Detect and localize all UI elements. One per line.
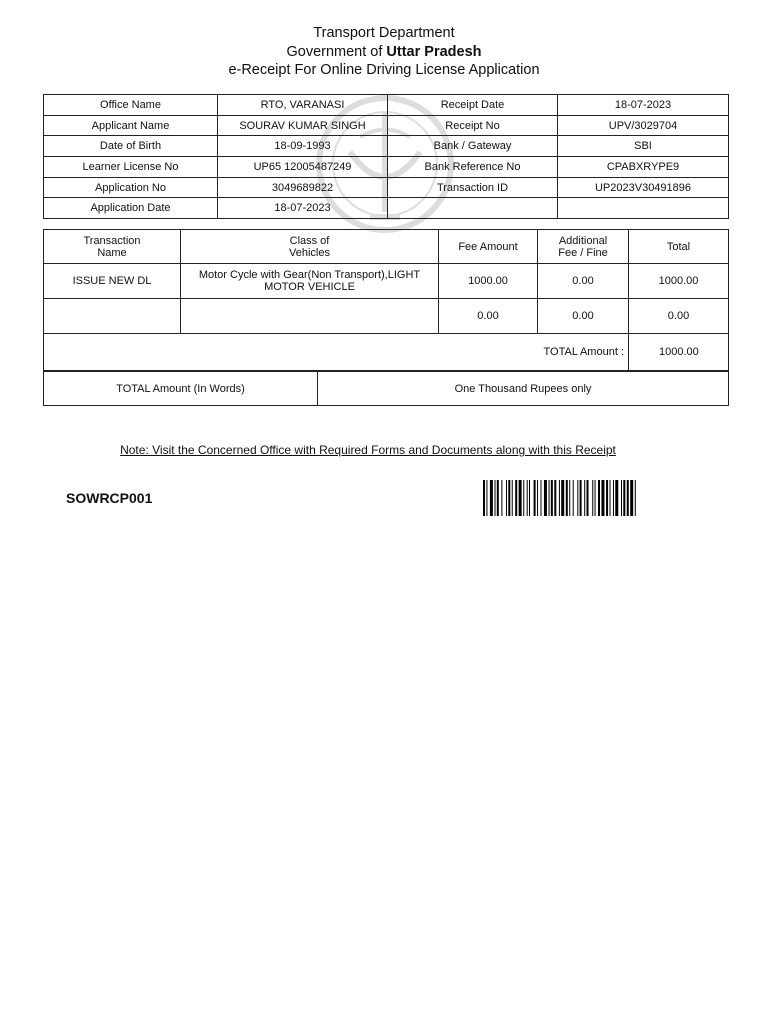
table-row — [44, 136, 729, 157]
total-amount-label: TOTAL Amount : — [44, 334, 629, 371]
field-value: RTO, VARANASI — [218, 95, 388, 116]
transaction-name: ISSUE NEW DL — [44, 264, 181, 299]
fee-table-header — [44, 230, 729, 264]
class-of-vehicles: Motor Cycle with Gear(Non Transport),LIGHT MOTOR VEHICLE — [181, 264, 439, 299]
receipt-title: e-Receipt For Online Driving License Application — [228, 62, 540, 78]
table-row — [44, 95, 729, 116]
field-label: Bank Reference No — [388, 157, 558, 178]
field-value: SOURAV KUMAR SINGH — [218, 115, 388, 136]
table-row — [44, 264, 729, 299]
field-label: Receipt No — [388, 115, 558, 136]
field-label: Learner License No — [44, 157, 218, 178]
table-row — [44, 198, 729, 219]
amount-in-words-value: One Thousand Rupees only — [318, 372, 729, 406]
field-value: 3049689822 — [218, 177, 388, 198]
field-value: 18-07-2023 — [218, 198, 388, 219]
field-label: Application Date — [44, 198, 218, 219]
amount-in-words-table — [43, 371, 729, 406]
field-label: Transaction ID — [388, 177, 558, 198]
header-fee-amount: Fee Amount — [439, 230, 538, 264]
table-row — [44, 177, 729, 198]
field-value: 18-09-1993 — [218, 136, 388, 157]
field-value: SBI — [558, 136, 729, 157]
field-value: 18-07-2023 — [558, 95, 729, 116]
receipt-code: SOWRCP001 — [66, 490, 153, 506]
row-total: 0.00 — [629, 299, 729, 334]
class-of-vehicles — [181, 299, 439, 334]
total-row — [44, 334, 729, 371]
table-row — [44, 157, 729, 178]
applicant-info-table — [43, 94, 729, 219]
field-label: Applicant Name — [44, 115, 218, 136]
header-class-of-vehicles: Class of Vehicles — [181, 230, 439, 264]
receipt-note: Note: Visit the Concerned Office with Required Forms and Documents along with this Receipt — [120, 443, 616, 457]
field-value: UPV/3029704 — [558, 115, 729, 136]
header-transaction-name: Transaction Name — [44, 230, 181, 264]
field-label: Receipt Date — [388, 95, 558, 116]
field-value: UP2023V30491896 — [558, 177, 729, 198]
field-value — [558, 198, 729, 219]
field-value: UP65 12005487249 — [218, 157, 388, 178]
department-title: Transport Department — [313, 25, 455, 41]
row-total: 1000.00 — [629, 264, 729, 299]
additional-fee: 0.00 — [538, 299, 629, 334]
field-value: CPABXRYPE9 — [558, 157, 729, 178]
header-additional-fee: Additional Fee / Fine — [538, 230, 629, 264]
state-name: Uttar Pradesh — [386, 44, 482, 60]
additional-fee: 0.00 — [538, 264, 629, 299]
government-prefix: Government of — [286, 44, 383, 60]
field-label: Office Name — [44, 95, 218, 116]
government-line — [0, 44, 768, 60]
table-row — [44, 299, 729, 334]
field-label — [388, 198, 558, 219]
amount-in-words-label: TOTAL Amount (In Words) — [44, 372, 318, 406]
field-label: Bank / Gateway — [388, 136, 558, 157]
transaction-name — [44, 299, 181, 334]
field-label: Date of Birth — [44, 136, 218, 157]
field-label: Application No — [44, 177, 218, 198]
fee-amount: 0.00 — [439, 299, 538, 334]
header-total: Total — [629, 230, 729, 264]
total-amount-value: 1000.00 — [629, 334, 729, 371]
table-row — [44, 115, 729, 136]
fee-amount: 1000.00 — [439, 264, 538, 299]
barcode-icon — [483, 480, 718, 516]
fee-table — [43, 229, 729, 371]
